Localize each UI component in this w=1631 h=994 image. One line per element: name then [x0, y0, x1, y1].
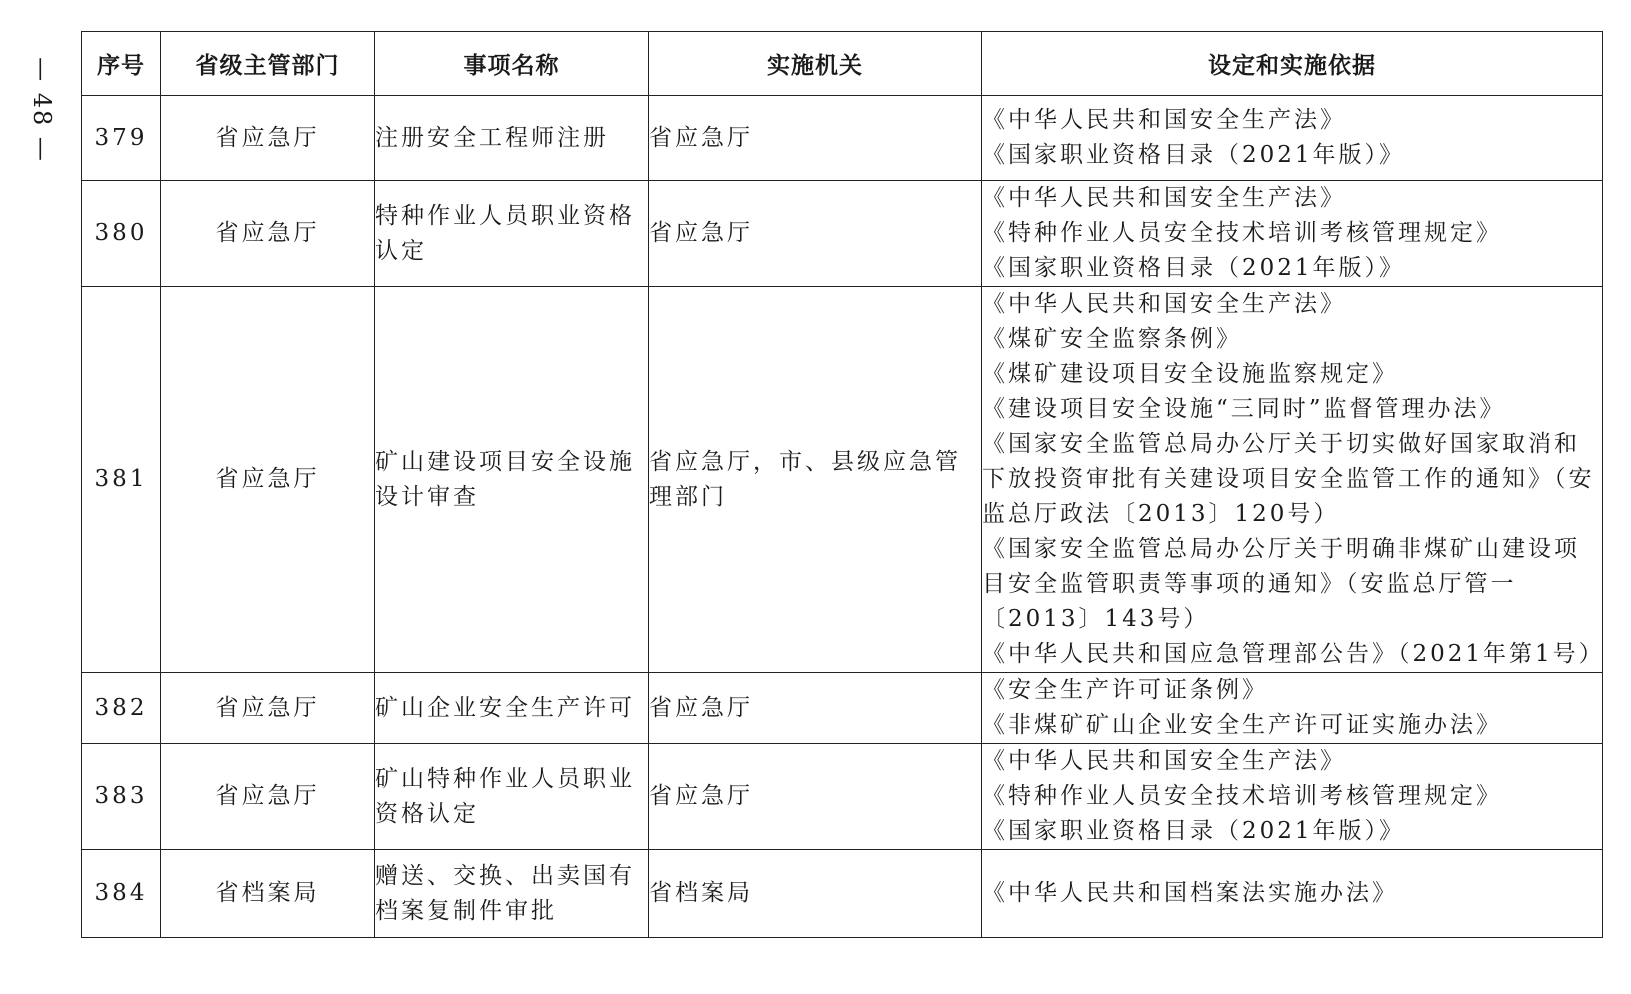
basis-line: 《中华人民共和国应急管理部公告》（2021年第1号）	[982, 641, 1605, 667]
cell-org: 省应急厅	[649, 744, 982, 850]
header-name: 事项名称	[375, 32, 649, 96]
cell-seq: 380	[82, 181, 161, 287]
basis-line: 《国家职业资格目录（2021年版）》	[982, 142, 1406, 168]
approval-items-table	[81, 31, 1603, 938]
table-row	[82, 96, 1603, 181]
table-row	[82, 287, 1603, 673]
cell-item-name: 赠送、交换、出卖国有档案复制件审批	[375, 850, 649, 938]
cell-item-name: 特种作业人员职业资格认定	[375, 181, 649, 287]
cell-org: 省应急厅	[649, 181, 982, 287]
cell-dept: 省应急厅	[161, 287, 375, 673]
table-row	[82, 673, 1603, 744]
cell-seq: 383	[82, 744, 161, 850]
basis-line: 《国家安全监管总局办公厅关于明确非煤矿山建设项目安全监管职责等事项的通知》（安监总厅管一〔2013〕143号）	[982, 536, 1580, 632]
cell-item-name: 矿山建设项目安全设施设计审查	[375, 287, 649, 673]
header-org: 实施机关	[649, 32, 982, 96]
table-row	[82, 181, 1603, 287]
basis-line: 《特种作业人员安全技术培训考核管理规定》	[982, 220, 1502, 246]
basis-line: 《国家职业资格目录（2021年版）》	[982, 255, 1406, 281]
cell-basis	[982, 673, 1603, 744]
basis-line: 《煤矿安全监察条例》	[982, 326, 1242, 352]
cell-item-name: 矿山特种作业人员职业资格认定	[375, 744, 649, 850]
table-header	[82, 32, 1603, 96]
cell-dept: 省应急厅	[161, 744, 375, 850]
cell-basis	[982, 744, 1603, 850]
basis-line: 《建设项目安全设施“三同时”监督管理办法》	[982, 396, 1506, 422]
page-number	[22, 40, 62, 180]
cell-seq: 382	[82, 673, 161, 744]
cell-basis	[982, 96, 1603, 181]
basis-line: 《中华人民共和国安全生产法》	[982, 107, 1346, 133]
basis-line: 《安全生产许可证条例》	[982, 677, 1268, 703]
cell-item-name: 注册安全工程师注册	[375, 96, 649, 181]
basis-line: 《中华人民共和国安全生产法》	[982, 748, 1346, 774]
basis-line: 《中华人民共和国安全生产法》	[982, 291, 1346, 317]
basis-line: 《非煤矿矿山企业安全生产许可证实施办法》	[982, 712, 1502, 738]
cell-org: 省应急厅	[649, 673, 982, 744]
table-row	[82, 744, 1603, 850]
basis-line: 《特种作业人员安全技术培训考核管理规定》	[982, 783, 1502, 809]
cell-org: 省应急厅	[649, 96, 982, 181]
basis-line: 《中华人民共和国安全生产法》	[982, 185, 1346, 211]
basis-line: 《国家安全监管总局办公厅关于切实做好国家取消和下放投资审批有关建设项目安全监管工作的通知》（安监总厅政法〔2013〕120号）	[982, 431, 1595, 527]
cell-seq: 384	[82, 850, 161, 938]
cell-org: 省档案局	[649, 850, 982, 938]
table-body	[82, 96, 1603, 938]
cell-org: 省应急厅，市、县级应急管理部门	[649, 287, 982, 673]
cell-dept: 省应急厅	[161, 96, 375, 181]
cell-dept: 省档案局	[161, 850, 375, 938]
header-seq: 序号	[82, 32, 161, 96]
header-row	[82, 32, 1603, 96]
cell-seq: 379	[82, 96, 161, 181]
cell-basis	[982, 287, 1603, 673]
basis-line: 《煤矿建设项目安全设施监察规定》	[982, 361, 1398, 387]
table-row	[82, 850, 1603, 938]
cell-item-name: 矿山企业安全生产许可	[375, 673, 649, 744]
cell-basis	[982, 850, 1603, 938]
cell-dept: 省应急厅	[161, 673, 375, 744]
page-number-text: — 48 —	[28, 57, 57, 163]
cell-basis	[982, 181, 1603, 287]
basis-line: 《国家职业资格目录（2021年版）》	[982, 818, 1406, 844]
basis-line: 《中华人民共和国档案法实施办法》	[982, 880, 1398, 906]
header-dept: 省级主管部门	[161, 32, 375, 96]
cell-seq: 381	[82, 287, 161, 673]
cell-dept: 省应急厅	[161, 181, 375, 287]
header-basis: 设定和实施依据	[982, 32, 1603, 96]
